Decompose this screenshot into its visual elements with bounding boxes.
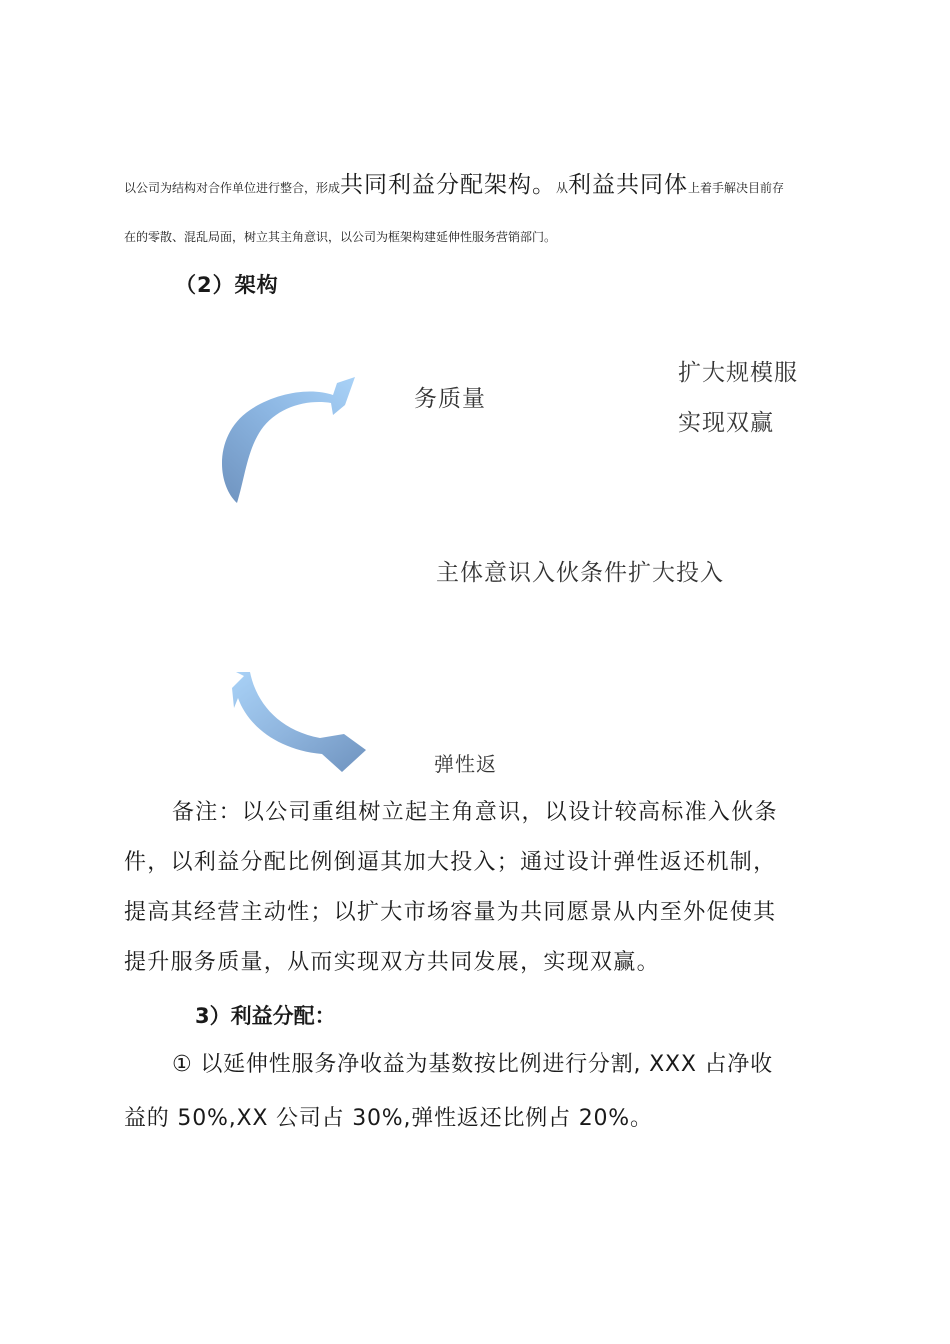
- remark-line: 件，以利益分配比例倒逼其加大投入；通过设计弹性返还机制，: [124, 850, 777, 875]
- intro-emphasis: 利益共同体: [568, 172, 689, 198]
- allocation-line: ① 以延伸性服务净收益为基数按比例进行分割, XXX 占净收: [172, 1052, 773, 1077]
- intro-text: 以公司为结构对合作单位进行整合，形成: [124, 181, 341, 195]
- intro-emphasis: 共同利益分配架构。: [340, 172, 557, 198]
- intro-text: 上着手解决目前存: [688, 181, 785, 195]
- section-heading-architecture: （2）架构: [175, 273, 279, 297]
- remark-line: 提高其经营主动性；以扩大市场容量为共同愿景从内至外促使其: [124, 900, 777, 925]
- remark-paragraph: [124, 788, 834, 988]
- curved-arrow-top-icon: [215, 375, 365, 505]
- allocation-line: 益的 50%,XX 公司占 30%,弹性返还比例占 20%。: [124, 1106, 653, 1131]
- diagram-label-service-quality: 务质量: [414, 386, 486, 412]
- intro-line-2: 在的零散、混乱局面，树立其主角意识，以公司为框架构建延伸性服务营销部门。: [124, 230, 557, 244]
- intro-text: 从: [556, 181, 569, 195]
- diagram-label-elastic-return: 弹性返: [434, 752, 497, 776]
- allocation-paragraph: [124, 1038, 773, 1146]
- section-heading-profit-distribution: 3）利益分配：: [195, 1004, 336, 1028]
- diagram-label-expand-scale: 扩大规模服: [678, 360, 798, 386]
- diagram-label-win-win: 实现双赢: [678, 410, 774, 436]
- curved-arrow-bottom-icon: [230, 668, 370, 778]
- remark-line: 备注：以公司重组树立起主角意识，以设计较高标准入伙条: [172, 800, 778, 825]
- remark-line: 提升服务质量，从而实现双方共同发展，实现双赢。: [124, 950, 660, 975]
- diagram-label-main-body: 主体意识入伙条件扩大投入: [436, 560, 724, 586]
- intro-line-1: [124, 168, 784, 205]
